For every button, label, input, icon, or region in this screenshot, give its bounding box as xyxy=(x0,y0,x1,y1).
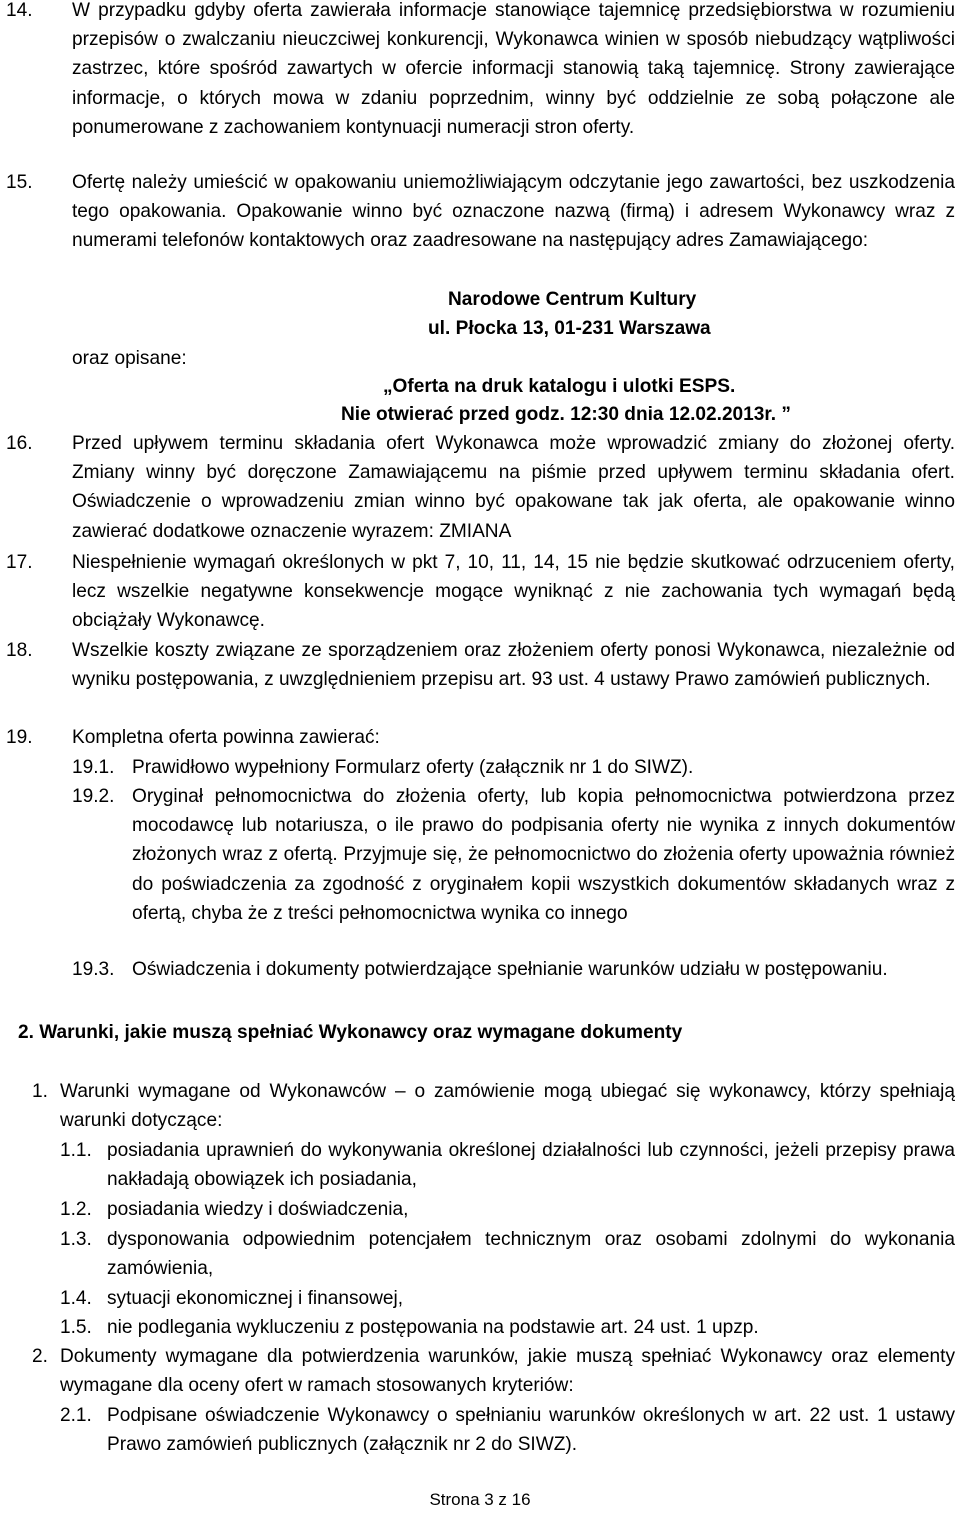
item-text: Dokumenty wymagane dla potwierdzenia warunków, jakie muszą spełniać Wykonawcy oraz elementy wymagane dla oceny ofert w ramach stosowanych kryteriów: xyxy=(60,1346,955,1397)
item-text: Kompletna oferta powinna zawierać: xyxy=(72,727,380,748)
address-line-2: ul. Płocka 13, 01-231 Warszawa xyxy=(428,318,711,339)
item-text: sytuacji ekonomicznej i finansowej, xyxy=(107,1288,404,1309)
item-number: 17. xyxy=(6,552,33,573)
item-text: Warunki wymagane od Wykonawców – o zamówienie mogą ubiegać się wykonawcy, którzy spełniają warunki dotyczące: xyxy=(60,1081,955,1132)
item-number: 1. xyxy=(32,1081,48,1102)
item-number: 15. xyxy=(6,172,33,193)
envelope-label-line-2: Nie otwierać przed godz. 12:30 dnia 12.02.2013r. ” xyxy=(341,404,791,425)
item-text: Wszelkie koszty związane ze sporządzeniem oraz złożeniem oferty ponosi Wykonawca, niezależnie od wyniku postępowania, z uwzględnieniem przepisu art. 93 ust. 4 ustawy Prawo zamówień publicznych. xyxy=(72,640,955,691)
item-text: Oświadczenia i dokumenty potwierdzające spełnianie warunków udziału w postępowaniu. xyxy=(132,959,888,980)
item-number: 19. xyxy=(6,727,33,748)
item-number: 2. xyxy=(32,1346,48,1367)
described-label: oraz opisane: xyxy=(72,348,187,369)
item-number: 16. xyxy=(6,433,33,454)
page-number: Strona 3 z 16 xyxy=(429,1490,531,1509)
item-text: posiadania uprawnień do wykonywania określonej działalności lub czynności, jeżeli przepisy prawa nakładają obowiązek ich posiadania, xyxy=(107,1140,955,1191)
item-number: 19.3. xyxy=(72,959,115,980)
section-heading: 2. Warunki, jakie muszą spełniać Wykonawcy oraz wymagane dokumenty xyxy=(18,1022,683,1043)
item-number: 1.3. xyxy=(60,1229,92,1250)
item-text: Przed upływem terminu składania ofert Wykonawca może wprowadzić zmiany do złożonej oferty. Zmiany winny być doręczone Zamawiającemu na piśmie przed upływem terminu składania ofert. Oświadczenie o wprowadzeniu zmian winno być opakowane tak jak oferta, ale opakowanie winno zawierać dodatkowe oznaczenie wyrazem: ZMIANA xyxy=(72,433,955,542)
item-text: posiadania wiedzy i doświadczenia, xyxy=(107,1199,409,1220)
item-number: 1.4. xyxy=(60,1288,92,1309)
item-text: Prawidłowo wypełniony Formularz oferty (załącznik nr 1 do SIWZ). xyxy=(132,757,694,778)
item-number: 19.2. xyxy=(72,786,115,807)
item-text: Oryginał pełnomocnictwa do złożenia oferty, lub kopia pełnomocnictwa potwierdzona przez mocodawcę lub notariusza, o ile prawo do podpisania oferty nie wynika z innych dokumentów złożonych wraz z ofertą. Przyjmuje się, że pełnomocnictwo do złożenia oferty upoważnia również do poświadczenia za zgodność z oryginałem kopii wszystkich dokumentów składanych wraz z ofertą, chyba że z treści pełnomocnictwa wynika co innego xyxy=(132,786,955,924)
item-number: 1.2. xyxy=(60,1199,92,1220)
item-text: Niespełnienie wymagań określonych w pkt 7, 10, 11, 14, 15 nie będzie skutkować odrzuceniem oferty, lecz wszelkie negatywne konsekwencje mogące wyniknąć z nie zachowania tych wymagań będą obciążały Wykonawcę. xyxy=(72,552,955,632)
item-text: Ofertę należy umieścić w opakowaniu uniemożliwiającym odczytanie jego zawartości, bez uszkodzenia tego opakowania. Opakowanie winno być oznaczone nazwą (firmą) i adresem Wykonawcy wraz z numerami telefonów kontaktowych oraz zaadresowane na następujący adres Zamawiającego: xyxy=(72,172,955,252)
item-text: W przypadku gdyby oferta zawierała informacje stanowiące tajemnicę przedsiębiorstwa w rozumieniu przepisów o zwalczaniu nieuczciwej konkurencji, Wykonawca winien w sposób niebudzący wątpliwości zastrzec, które spośród zawartych w ofercie informacji stanowią taką tajemnicę. Strony zawierające informacje, o których mowa w zdaniu poprzednim, winny być oddzielnie ze sobą połączone ale ponumerowane z zachowaniem kontynuacji numeracji stron oferty. xyxy=(72,0,955,138)
item-text: nie podlegania wykluczeniu z postępowania na podstawie art. 24 ust. 1 upzp. xyxy=(107,1317,759,1338)
item-number: 1.1. xyxy=(60,1140,92,1161)
item-text: dysponowania odpowiednim potencjałem technicznym oraz osobami zdolnymi do wykonania zamówienia, xyxy=(107,1229,955,1280)
item-number: 14. xyxy=(6,0,33,21)
item-number: 1.5. xyxy=(60,1317,92,1338)
address-line-1: Narodowe Centrum Kultury xyxy=(448,289,697,310)
item-text: Podpisane oświadczenie Wykonawcy o spełnianiu warunków określonych w art. 22 ust. 1 ustawy Prawo zamówień publicznych (załącznik nr 2 do SIWZ). xyxy=(107,1405,955,1456)
item-number: 18. xyxy=(6,640,33,661)
item-number: 2.1. xyxy=(60,1405,92,1426)
envelope-label-line-1: „Oferta na druk katalogu i ulotki ESPS. xyxy=(383,376,736,397)
item-number: 19.1. xyxy=(72,757,115,778)
